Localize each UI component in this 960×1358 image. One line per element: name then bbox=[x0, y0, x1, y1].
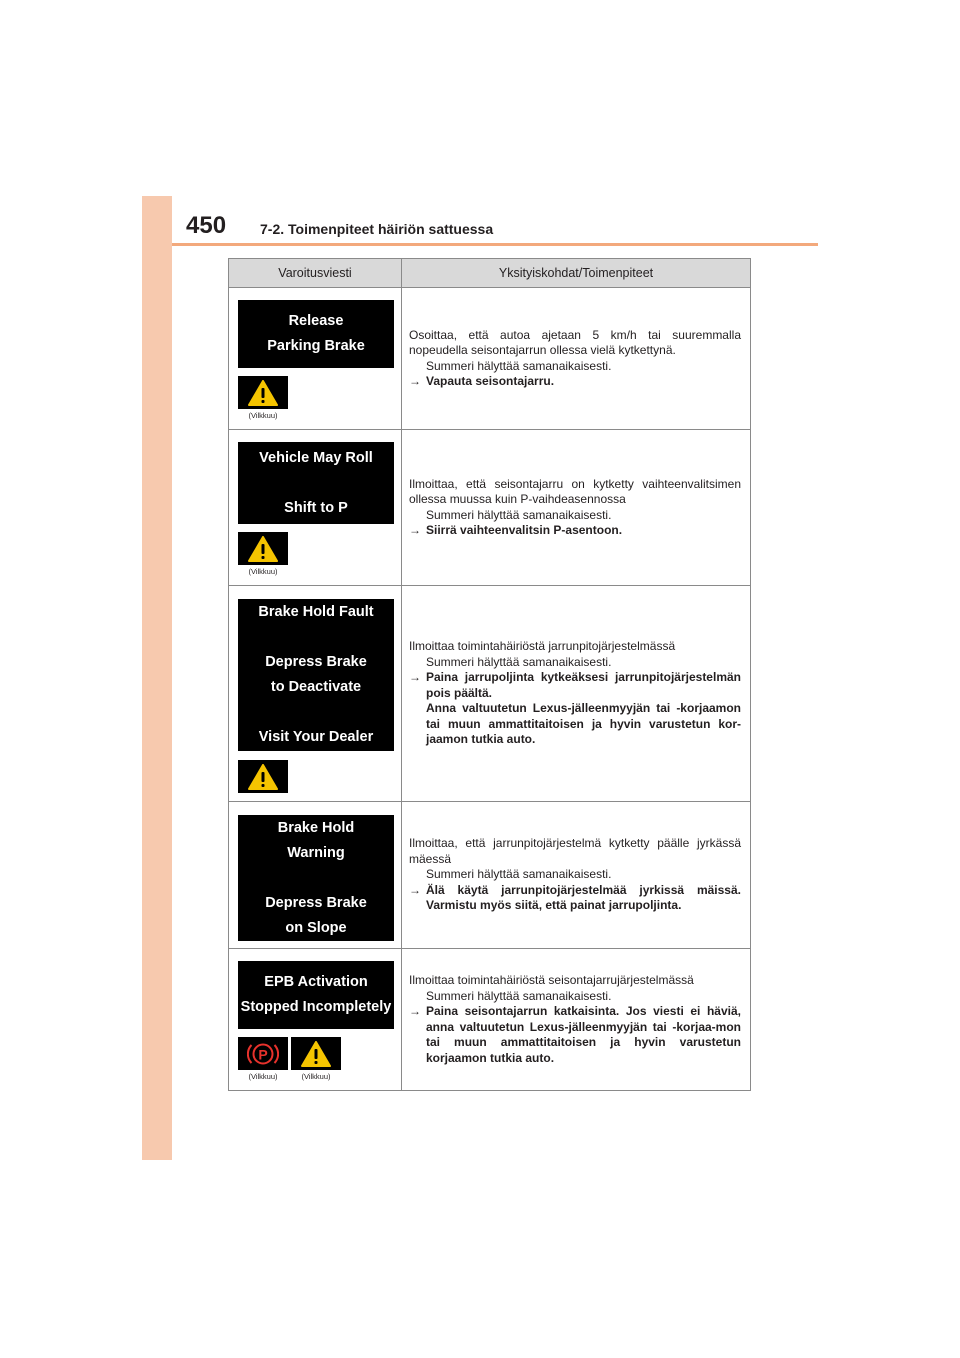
display-cell bbox=[229, 430, 402, 586]
action-label: Siirrä vaihteenvalitsin P-asentoon. bbox=[426, 523, 623, 537]
description-cell bbox=[402, 949, 751, 1091]
table-header-row bbox=[229, 259, 751, 288]
display-line: Shift to P bbox=[284, 499, 348, 516]
action-text bbox=[409, 374, 741, 390]
display-brake-hold-warning bbox=[238, 815, 394, 941]
display-line: to Deactivate bbox=[270, 679, 362, 695]
parking-brake-icon bbox=[247, 1040, 279, 1068]
display-cell bbox=[229, 802, 402, 949]
display-line: on Slope bbox=[285, 919, 347, 936]
action-label: Vapauta seisontajarru. bbox=[426, 374, 555, 388]
action-text bbox=[409, 523, 741, 539]
display-line: Release bbox=[288, 313, 344, 329]
display-line: Warning bbox=[287, 844, 345, 861]
icon-caption: (Vilkkuu) bbox=[301, 1072, 331, 1081]
display-release-parking-brake bbox=[238, 300, 394, 368]
arrow-icon: → bbox=[409, 882, 421, 897]
description-text: Ilmoittaa toimintahäiriöstä seisontajarrujärjestelmässä bbox=[409, 973, 694, 987]
header-warning-message: Varoitusviesti bbox=[229, 259, 402, 288]
icon-caption: (Vilkkuu) bbox=[248, 411, 278, 420]
parking-icon-box bbox=[238, 1037, 288, 1070]
warning-triangle-icon bbox=[248, 764, 278, 790]
display-gap bbox=[238, 866, 394, 891]
buzzer-text: Summeri hälyttää samanaikaisesti. bbox=[426, 507, 612, 522]
warning-icon-box bbox=[291, 1037, 341, 1070]
buzzer-text: Summeri hälyttää samanaikaisesti. bbox=[426, 988, 612, 1003]
description-cell bbox=[402, 430, 751, 586]
description-text: Ilmoittaa, että seisontajarru on kytketty vaihteenvalitsimen ollessa muussa kuin P-vaihdeasennossa bbox=[409, 476, 741, 506]
display-vehicle-may-roll bbox=[238, 442, 394, 524]
action-text bbox=[409, 1004, 741, 1066]
arrow-icon: → bbox=[409, 670, 421, 685]
display-gap bbox=[238, 625, 394, 650]
warning-messages-table bbox=[228, 258, 751, 1091]
page-number: 450 bbox=[186, 212, 227, 239]
action-text bbox=[409, 670, 741, 701]
warning-icon-box bbox=[238, 760, 288, 793]
arrow-icon: → bbox=[409, 523, 421, 537]
action-label: Paina jarrupoljinta kytkeäksesi jarrunpitojärjestelmän pois päältä. bbox=[426, 670, 741, 700]
section-title: 7-2. Toimenpiteet häiriön sattuessa bbox=[260, 221, 494, 237]
svg-text:P: P bbox=[258, 1046, 268, 1062]
display-cell bbox=[229, 288, 402, 430]
warning-triangle-icon bbox=[248, 380, 278, 406]
arrow-icon: → bbox=[409, 374, 421, 388]
display-line: EPB Activation bbox=[264, 974, 368, 990]
description-text: Ilmoittaa toimintahäiriöstä jarrunpitojärjestelmässä bbox=[409, 639, 676, 654]
display-line: Parking Brake bbox=[267, 338, 365, 354]
display-line: Depress Brake bbox=[265, 654, 367, 670]
description-text: Ilmoittaa, että jarrunpitojärjestelmä kytketty päälle jyrkässä mäessä bbox=[409, 836, 741, 866]
side-color-band bbox=[142, 196, 172, 1160]
description-cell bbox=[402, 288, 751, 430]
display-cell bbox=[229, 586, 402, 802]
table-row bbox=[229, 802, 751, 949]
warning-icon-box bbox=[238, 532, 288, 565]
display-brake-hold-fault bbox=[238, 599, 394, 751]
header-details-actions: Yksityiskohdat/Toimenpiteet bbox=[402, 259, 751, 288]
icon-caption: (Vilkkuu) bbox=[248, 1072, 278, 1081]
arrow-icon: → bbox=[409, 1004, 421, 1018]
display-line: Depress Brake bbox=[265, 894, 367, 911]
description-cell bbox=[402, 586, 751, 802]
buzzer-text: Summeri hälyttää samanaikaisesti. bbox=[426, 867, 612, 882]
icon-caption: (Vilkkuu) bbox=[248, 567, 278, 576]
display-cell bbox=[229, 949, 402, 1091]
action-text-continued: Anna valtuutetun Lexus-jälleenmyyjän tai -korjaamon tai muun ammattitaitoisen ja hyvin varustetun kor-jaamon tutkia auto. bbox=[426, 701, 741, 747]
table-row bbox=[229, 586, 751, 802]
action-text bbox=[409, 883, 741, 914]
display-line: Stopped Incompletely bbox=[240, 999, 392, 1015]
display-gap bbox=[238, 471, 394, 496]
header-rule bbox=[172, 243, 818, 246]
action-label: Paina seisontajarrun katkaisinta. Jos viesti ei häviä, anna valtuutetun Lexus-jälleenmyyjän tai -korjaa-mon tai muun ammattitaitoisen ja hyvin varustetun korjaamon tutkia auto. bbox=[426, 1004, 741, 1065]
description-cell bbox=[402, 802, 751, 949]
display-line: Brake Hold Fault bbox=[258, 604, 374, 620]
table-row bbox=[229, 288, 751, 430]
buzzer-text: Summeri hälyttää samanaikaisesti. bbox=[426, 358, 612, 373]
table-row bbox=[229, 949, 751, 1091]
warning-triangle-icon bbox=[248, 536, 278, 562]
display-line: Brake Hold bbox=[277, 819, 355, 836]
buzzer-text: Summeri hälyttää samanaikaisesti. bbox=[426, 654, 612, 669]
display-gap bbox=[238, 700, 394, 725]
warning-icon-box bbox=[238, 376, 288, 409]
table-row bbox=[229, 430, 751, 586]
display-epb-activation bbox=[238, 961, 394, 1029]
warning-triangle-icon bbox=[301, 1041, 331, 1067]
display-line: Vehicle May Roll bbox=[259, 449, 373, 466]
action-label: Älä käytä jarrunpitojärjestelmää jyrkissä mäissä. Varmistu myös siitä, että painat jarrupoljinta. bbox=[426, 882, 741, 913]
description-text: Osoittaa, että autoa ajetaan 5 km/h tai suuremmalla nopeudella seisontajarrun ollessa vielä kytkettynä. bbox=[409, 327, 741, 357]
display-line: Visit Your Dealer bbox=[258, 729, 374, 745]
